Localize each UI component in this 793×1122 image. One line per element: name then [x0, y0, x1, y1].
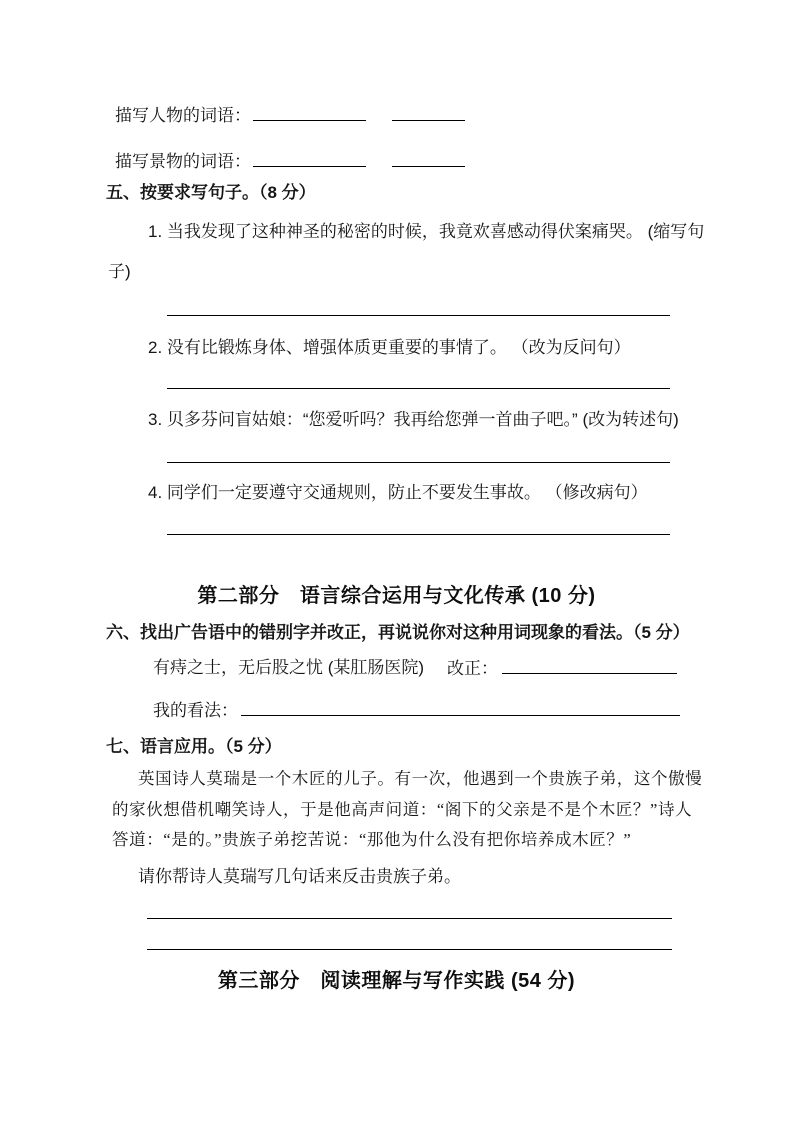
scenery-words-blank-2 [392, 150, 465, 167]
answer-line-section7-1 [147, 918, 672, 919]
section7-para-line1: 英国诗人莫瑞是一个木匠的儿子。有一次，他遇到一个贵族子弟，这个傲慢 [138, 769, 703, 788]
scenery-words-row [115, 150, 465, 172]
answer-line-section7-2 [147, 949, 672, 950]
section6-opinion-blank [241, 699, 680, 716]
section7-para-line3: 答道：“是的。”贵族子弟挖苦说：“那他为什么没有把你培养成木匠？” [112, 830, 632, 849]
section6-correct-label: 改正： [447, 659, 498, 678]
scenery-words-label: 描写景物的词语： [115, 152, 251, 171]
section5-item2: 2. 没有比锻炼身体、增强体质更重要的事情了。 （改为反问句） [148, 338, 631, 357]
section6-ad-text: 有痔之士，无后股之忧 (某肛肠医院) [153, 658, 425, 677]
section7-prompt: 请你帮诗人莫瑞写几句话来反击贵族子弟。 [138, 867, 461, 886]
part2-heading: 第二部分 语言综合运用与文化传承 (10 分) [197, 585, 596, 607]
answer-line-item3 [167, 462, 670, 463]
scenery-words-blank-1 [253, 150, 366, 167]
section5-heading: 五、按要求写句子。（8 分） [106, 183, 316, 202]
section5-item3: 3. 贝多芬问盲姑娘：“您爱听吗？我再给您弹一首曲子吧。” (改为转述句) [148, 410, 679, 429]
people-words-row [115, 104, 465, 126]
people-words-label: 描写人物的词语： [115, 106, 251, 125]
answer-line-item2 [167, 388, 670, 389]
section5-item1-line1: 1. 当我发现了这种神圣的秘密的时候，我竟欢喜感动得伏案痛哭。 (缩写句 [148, 222, 705, 241]
answer-line-item4 [167, 534, 670, 535]
part3-heading: 第三部分 阅读理解与写作实践 (54 分) [217, 970, 576, 992]
people-words-blank-1 [253, 104, 366, 121]
answer-line-item1 [167, 315, 670, 316]
section6-opinion-label: 我的看法： [153, 701, 238, 720]
section6-heading: 六、找出广告语中的错别字并改正，再说说你对这种用词现象的看法。（5 分） [106, 623, 690, 642]
section7-heading: 七、语言应用。（5 分） [106, 737, 282, 756]
section5-item4: 4. 同学们一定要遵守交通规则，防止不要发生事故。 （修改病句） [148, 483, 648, 502]
section5-item1-line2: 子) [108, 262, 131, 281]
section6-correct-blank [502, 657, 677, 674]
people-words-blank-2 [392, 104, 465, 121]
section6-opinion-row [153, 699, 680, 721]
section7-para-line2: 的家伙想借机嘲笑诗人，于是他高声问道：“阁下的父亲是不是个木匠？”诗人 [112, 800, 693, 819]
section6-correct-row [447, 657, 677, 679]
